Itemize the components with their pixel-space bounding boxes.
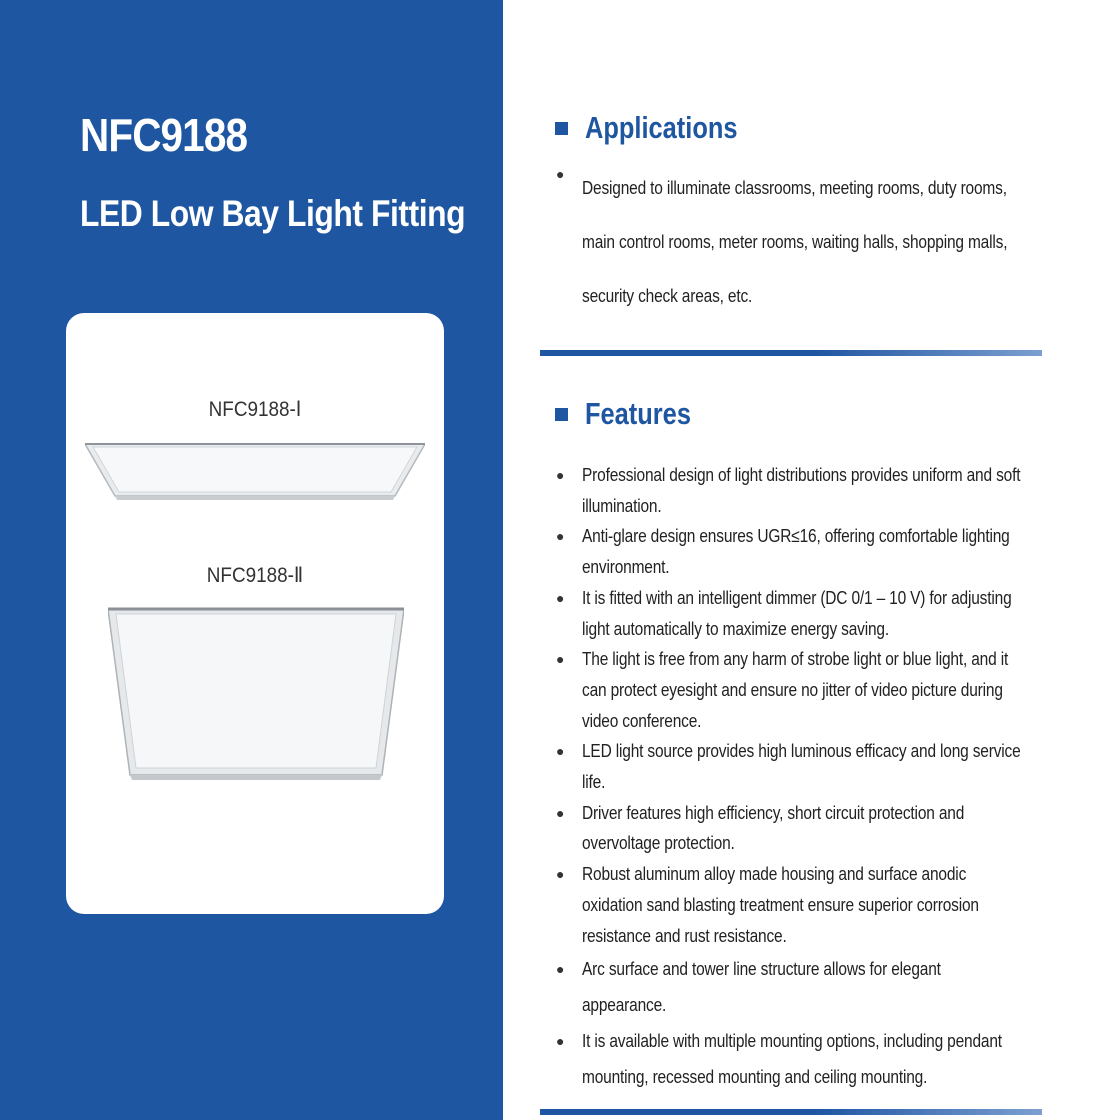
- list-item: [556, 521, 1026, 582]
- list-item: [556, 736, 1026, 797]
- feature-text: Arc surface and tower line structure allows for elegant appearance.: [582, 959, 941, 1016]
- variant-label-1: NFC9188-Ⅰ: [208, 398, 302, 421]
- square-bullet-icon: [555, 408, 568, 421]
- list-item: [556, 460, 1026, 521]
- feature-text: It is fitted with an intelligent dimmer (DC 0/1 – 10 V) for adjusting light automatically to maximize energy saving.: [582, 587, 1012, 639]
- bullet-icon: ●: [556, 528, 565, 545]
- product-name: LED Low Bay Light Fitting: [80, 193, 466, 234]
- bullet-icon: ●: [556, 1033, 565, 1050]
- list-item: [556, 859, 1026, 951]
- features-list: [556, 460, 1026, 1095]
- applications-header: [555, 110, 771, 146]
- list-item: [556, 798, 1026, 859]
- panel-light-image-2: [108, 605, 404, 781]
- bullet-icon: ●: [556, 589, 565, 606]
- feature-text: The light is free from any harm of strobe light or blue light, and it can protect eyesight and ensure no jitter of video picture during video conference.: [582, 649, 1009, 731]
- feature-text: Robust aluminum alloy made housing and surface anodic oxidation sand blasting treatment ensure superior corrosion resistance and rust resistance.: [582, 864, 979, 946]
- bullet-icon: ●: [556, 166, 565, 182]
- square-bullet-icon: [555, 122, 568, 135]
- list-item: [556, 644, 1026, 736]
- list-item: [556, 161, 1026, 323]
- application-text: Designed to illuminate classrooms, meeting rooms, duty rooms, main control rooms, meter rooms, waiting halls, shopping malls, security check areas, etc.: [582, 178, 1008, 306]
- bullet-icon: ●: [556, 961, 565, 978]
- feature-text: It is available with multiple mounting options, including pendant mounting, recessed mounting and ceiling mounting.: [582, 1031, 1002, 1088]
- bullet-icon: ●: [556, 743, 565, 760]
- bullet-icon: ●: [556, 866, 565, 883]
- bullet-icon: ●: [556, 467, 565, 483]
- bullet-icon: ●: [556, 651, 565, 668]
- list-item: [556, 583, 1026, 644]
- applications-heading: Applications: [585, 110, 738, 145]
- applications-list: [556, 166, 1026, 323]
- section-divider: [540, 350, 1042, 356]
- list-item: [556, 951, 1026, 1023]
- list-item: [556, 1023, 1026, 1095]
- bullet-icon: ●: [556, 804, 565, 821]
- features-header: [555, 396, 714, 432]
- variant-label-2: NFC9188-Ⅱ: [206, 564, 304, 587]
- feature-text: Anti-glare design ensures UGR≤16, offering comfortable lighting environment.: [582, 526, 1010, 578]
- section-divider: [540, 1109, 1042, 1115]
- features-heading: Features: [585, 396, 691, 431]
- panel-light-image-1: [85, 438, 425, 502]
- feature-text: Driver features high efficiency, short circuit protection and overvoltage protection.: [582, 802, 965, 854]
- product-model: NFC9188: [80, 109, 248, 161]
- variant-card: [66, 313, 444, 914]
- feature-text: LED light source provides high luminous efficacy and long service life.: [582, 741, 1021, 793]
- feature-text: Professional design of light distributions provides uniform and soft illumination.: [582, 465, 1021, 516]
- product-sidebar: [0, 0, 503, 1120]
